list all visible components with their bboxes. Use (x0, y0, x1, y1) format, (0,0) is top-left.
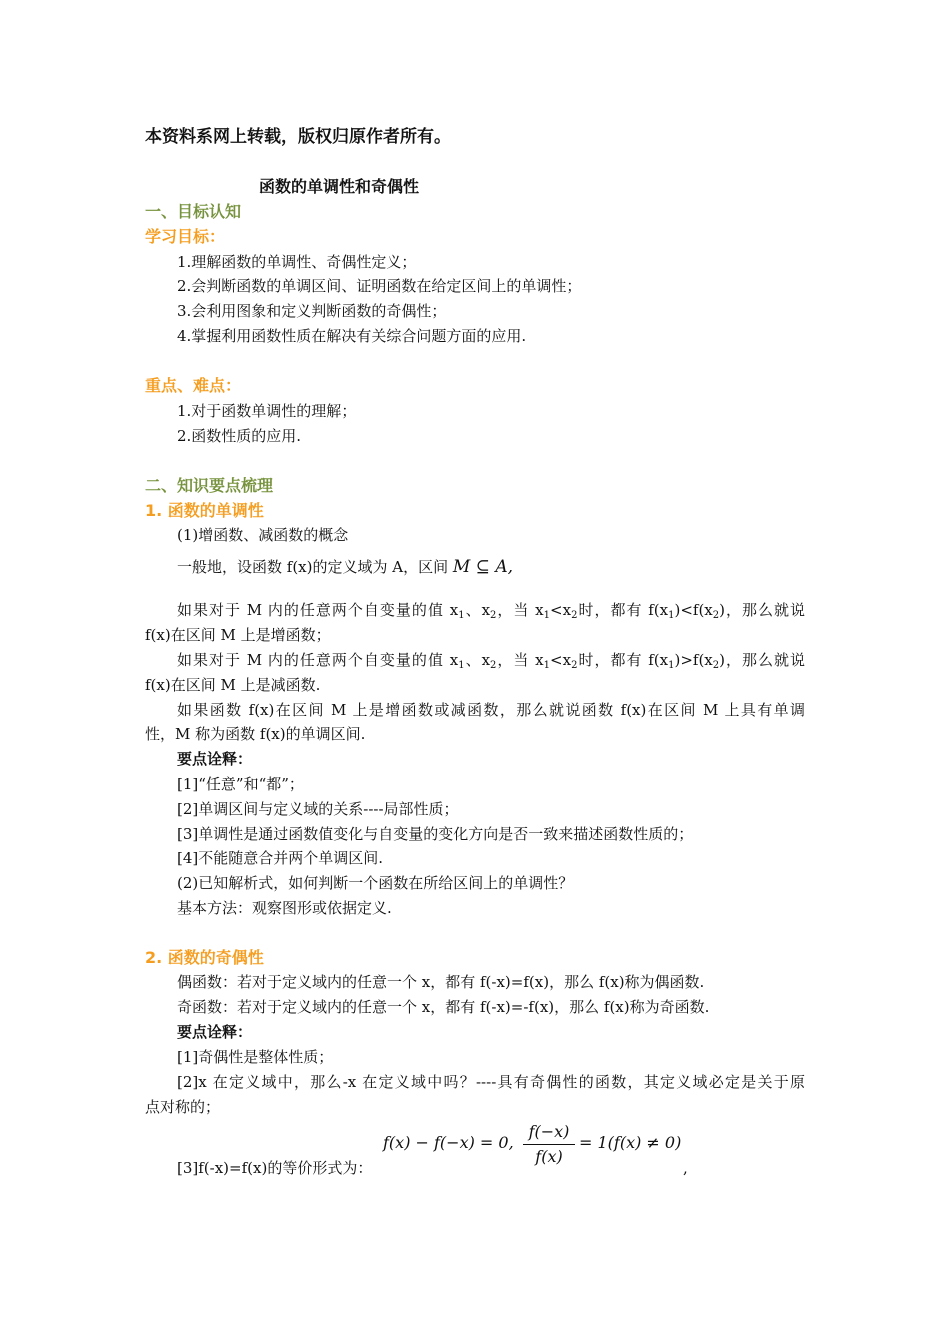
decreasing-definition-line: 如果对于 M 内的任意两个自变量的值 $x_1$、$x_2$，当 $x_1<x_2$时，都有 $f(x_1)>f(x_2)$，那么就说 (177, 651, 806, 671)
note-item: [4]不能随意合并两个单调区间. (177, 849, 384, 867)
fraction-bar (523, 1144, 575, 1145)
parity-heading: 2. 函数的奇偶性 (145, 948, 264, 967)
parity-note-item: [2]x 在定义域中，那么-x 在定义域中吗？----具有奇偶性的函数，其定义域必定是关于原 (177, 1073, 805, 1091)
odd-function-definition: 奇函数：若对于定义域内的任意一个 x，都有 f(-x)=-f(x)，那么 f(x)称为奇函数. (177, 998, 710, 1016)
copyright-notice: 本资料系网上转载，版权归原作者所有。 (145, 127, 451, 147)
definition-intro (177, 557, 513, 577)
trailing-comma: , (683, 1159, 688, 1177)
monotonic-interval-line: 如果函数 f(x)在区间 M 上是增函数或减函数，那么就说函数 f(x)在区间 M 上具有单调 (177, 701, 805, 719)
formula-left: f(x) − f(−x) = 0, (383, 1133, 514, 1152)
increasing-definition-line: 如果对于 M 内的任意两个自变量的值 $x_1$、$x_2$，当 $x_1<x_2$时，都有 $f(x_1)<f(x_2)$，那么就说 (177, 601, 806, 621)
key-point-item: 1.对于函数单调性的理解； (177, 402, 357, 420)
formula-numerator: f(−x) (528, 1122, 570, 1141)
formula-denominator: f(x) (535, 1147, 563, 1166)
even-function-definition: 偶函数：若对于定义域内的任意一个 x，都有 f(-x)=f(x)，那么 f(x)称为偶函数. (177, 973, 705, 991)
goal-item: 1.理解函数的单调性、奇偶性定义； (177, 253, 417, 271)
note-item: [2]单调区间与定义域的关系----局部性质； (177, 800, 459, 818)
key-points-heading: 重点、难点： (145, 376, 242, 395)
key-point-item: 2.函数性质的应用. (177, 427, 302, 445)
goal-item: 3.会利用图象和定义判断函数的奇偶性； (177, 302, 447, 320)
section-heading-knowledge: 二、知识要点梳理 (145, 476, 274, 495)
increasing-definition-cont: f(x)在区间 M 上是增函数； (145, 626, 331, 644)
parity-note-item: [3]f(-x)=f(x)的等价形式为： (177, 1159, 373, 1177)
monotonic-interval-cont: 性，M 称为函数 f(x)的单调区间. (145, 725, 366, 743)
sub-heading-method: (2)已知解析式，如何判断一个函数在所给区间上的单调性？ (177, 874, 574, 892)
parity-notes-heading: 要点诠释： (177, 1023, 253, 1041)
goal-item: 2.会判断函数的单调区间、证明函数在给定区间上的单调性； (177, 277, 582, 295)
section-heading-goals: 一、目标认知 (145, 202, 242, 221)
basic-method: 基本方法：观察图形或依据定义. (177, 899, 392, 917)
notes-heading: 要点诠释： (177, 750, 253, 768)
sub-heading-concept: (1)增函数、减函数的概念 (177, 526, 349, 544)
subset-formula: M ⊆ A, (452, 557, 514, 577)
parity-note-item: [1]奇偶性是整体性质； (177, 1048, 334, 1066)
note-item: [1]“任意”和“都”； (177, 775, 304, 793)
learning-goals-heading: 学习目标： (145, 227, 226, 246)
decreasing-definition-cont: f(x)在区间 M 上是减函数. (145, 676, 321, 694)
formula-right: = 1(f(x) ≠ 0) (579, 1133, 682, 1152)
goal-item: 4.掌握利用函数性质在解决有关综合问题方面的应用. (177, 327, 527, 345)
note-item: [3]单调性是通过函数值变化与自变量的变化方向是否一致来描述函数性质的； (177, 825, 694, 843)
parity-note-cont: 点对称的； (145, 1098, 221, 1116)
document-title: 函数的单调性和奇偶性 (259, 177, 420, 196)
definition-intro-text: 一般地，设函数 f(x)的定义域为 A，区间 (177, 558, 449, 576)
monotonicity-heading: 1. 函数的单调性 (145, 501, 264, 520)
